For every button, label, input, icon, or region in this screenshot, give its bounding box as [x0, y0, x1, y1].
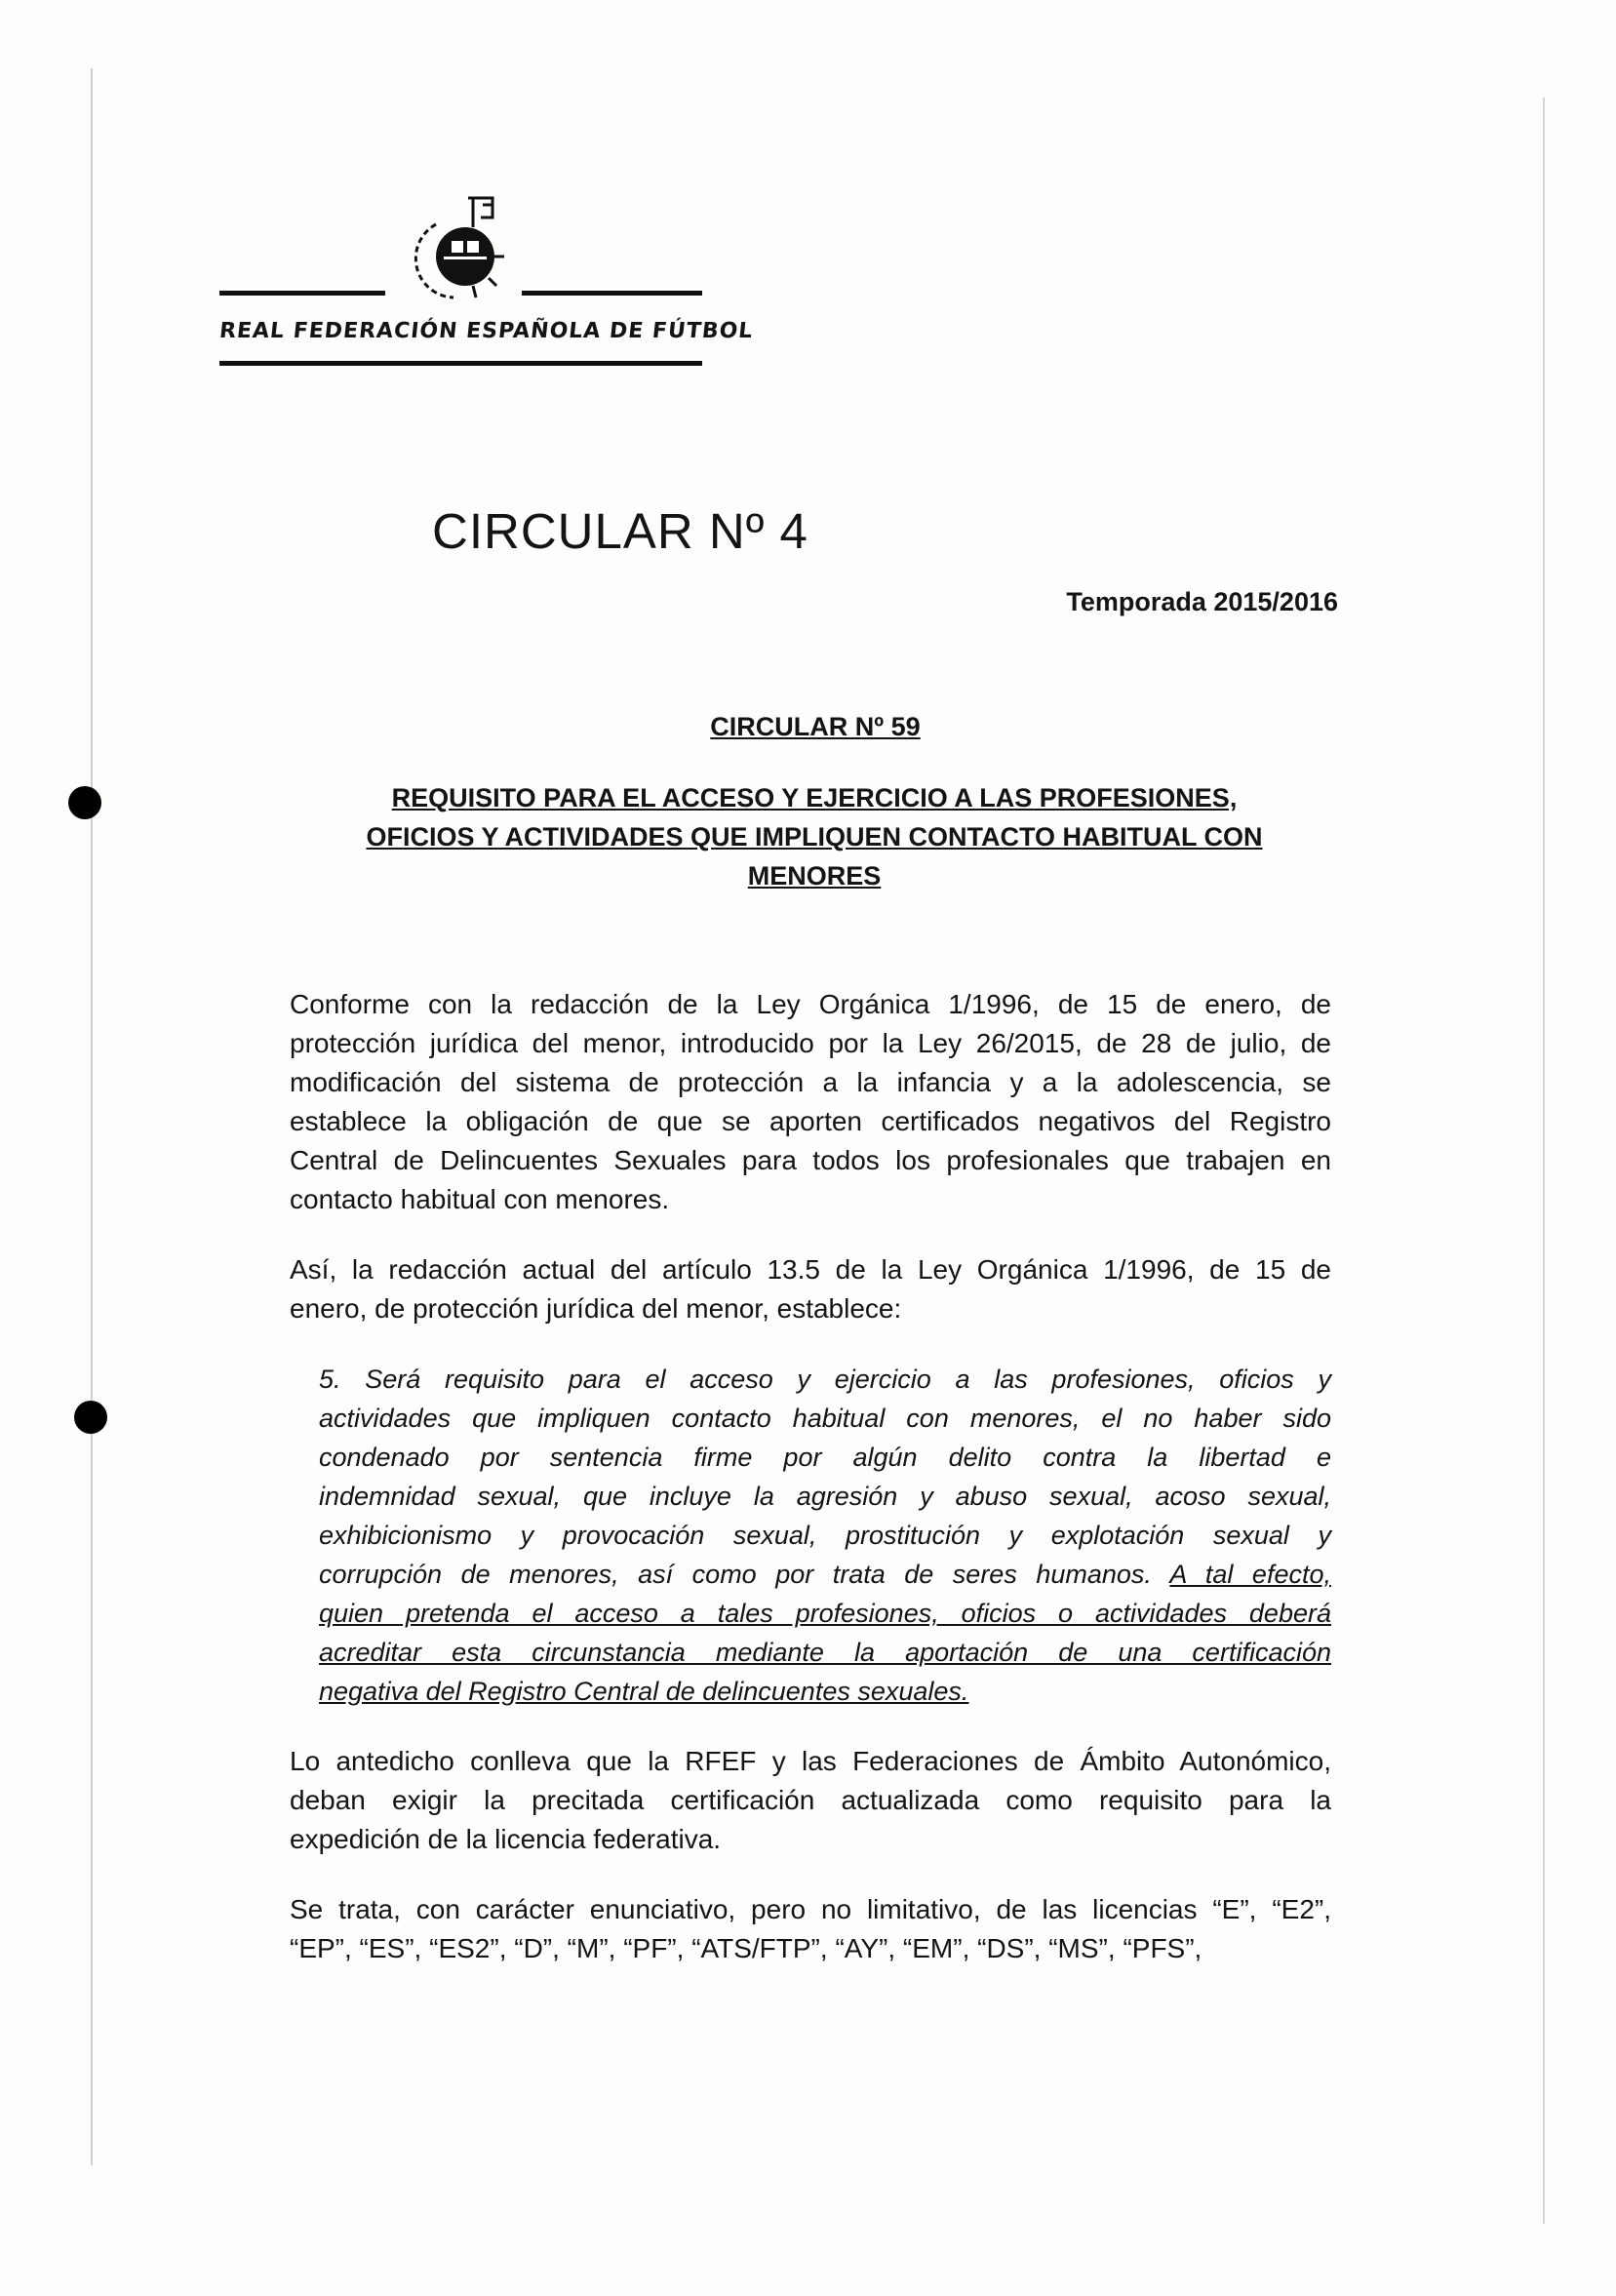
text-segment: 5. Será requisito para el acceso y ejercicio a las profesiones, oficios y	[319, 1365, 1331, 1394]
text-segment: Central de Delincuentes Sexuales para todos los profesionales que trabajen en	[290, 1145, 1331, 1175]
text-line	[290, 1781, 1331, 1820]
text-line	[290, 1102, 1331, 1141]
heading-line: OFICIOS Y ACTIVIDADES QUE IMPLIQUEN CONTACTO HABITUAL CON	[366, 822, 1263, 851]
underlined-text: quien pretenda el acceso a tales profesiones, oficios o actividades deberá	[319, 1599, 1331, 1628]
text-segment: corrupción de menores, así como por trata de seres humanos.	[319, 1560, 1170, 1589]
text-segment: condenado por sentencia firme por algún delito contra la libertad e	[319, 1443, 1331, 1472]
text-segment: contacto habitual con menores.	[290, 1184, 670, 1214]
text-line	[319, 1399, 1331, 1438]
legal-quote	[319, 1360, 1331, 1711]
text-segment: establece la obligación de que se aporten certificados negativos del Registro	[290, 1106, 1331, 1136]
text-line	[290, 1890, 1331, 1929]
text-line	[290, 1141, 1331, 1180]
text-segment: deban exigir la precitada certificación actualizada como requisito para la	[290, 1785, 1331, 1815]
text-line	[290, 1289, 1331, 1328]
text-line	[290, 1250, 1331, 1289]
text-segment: expedición de la licencia federativa.	[290, 1824, 722, 1854]
text-line	[290, 1820, 1331, 1859]
text-line	[319, 1360, 1331, 1399]
text-segment: “EP”, “ES”, “ES2”, “D”, “M”, “PF”, “ATS/FTP”, “AY”, “EM”, “DS”, “MS”, “PFS”,	[290, 1933, 1202, 1963]
text-line	[290, 1024, 1331, 1063]
text-line	[319, 1633, 1331, 1672]
heading-line: REQUISITO PARA EL ACCESO Y EJERCICIO A LAS PROFESIONES,	[391, 783, 1238, 812]
text-line	[290, 985, 1331, 1024]
rfef-crest-icon	[414, 190, 517, 302]
text-segment: exhibicionismo y provocación sexual, prostitución y explotación sexual y	[319, 1521, 1331, 1550]
document-body	[290, 985, 1331, 1999]
text-line	[319, 1438, 1331, 1477]
text-line	[319, 1477, 1331, 1516]
text-line	[290, 1742, 1331, 1781]
subject-heading	[293, 778, 1336, 895]
text-segment: Se trata, con carácter enunciativo, pero no limitativo, de las licencias “E”, “E2”,	[290, 1894, 1331, 1924]
punch-hole	[68, 786, 101, 819]
text-line	[290, 1063, 1331, 1102]
text-line	[319, 1555, 1331, 1594]
circular-title: CIRCULAR Nº 4	[432, 503, 808, 559]
text-segment: Así, la redacción actual del artículo 13.5 de la Ley Orgánica 1/1996, de 15 de	[290, 1254, 1331, 1285]
punch-hole	[74, 1401, 107, 1434]
text-line	[290, 1180, 1331, 1219]
season: Temporada 2015/2016	[1066, 587, 1338, 616]
text-segment: protección jurídica del menor, introducido por la Ley 26/2015, de 28 de julio, de	[290, 1028, 1331, 1058]
text-segment: indemnidad sexual, que incluye la agresión y abuso sexual, acoso sexual,	[319, 1482, 1331, 1511]
underlined-text: acreditar esta circunstancia mediante la aportación de una certificación	[319, 1638, 1331, 1667]
underlined-text: negativa del Registro Central de delincuentes sexuales.	[319, 1677, 969, 1706]
text-segment: modificación del sistema de protección a la infancia y a la adolescencia, se	[290, 1067, 1331, 1097]
heading-line: MENORES	[747, 861, 882, 891]
paragraph	[290, 1890, 1331, 1968]
circular-reference: CIRCULAR Nº 59	[710, 712, 921, 741]
rfef-logo	[217, 190, 755, 371]
logo-text: REAL FEDERACIÓN ESPAÑOLA DE FÚTBOL	[217, 319, 755, 343]
text-line	[319, 1516, 1331, 1555]
logo-rule	[522, 291, 702, 296]
text-segment: Conforme con la redacción de la Ley Orgánica 1/1996, de 15 de enero, de	[290, 989, 1331, 1019]
text-segment: actividades que impliquen contacto habitual con menores, el no haber sido	[319, 1404, 1331, 1433]
logo-rule	[219, 291, 385, 296]
text-line	[290, 1929, 1331, 1968]
paragraph	[290, 985, 1331, 1219]
paragraph	[290, 1742, 1331, 1859]
logo-rule	[219, 361, 702, 366]
text-line	[319, 1594, 1331, 1633]
text-line	[319, 1672, 1331, 1711]
text-segment: enero, de protección jurídica del menor, establece:	[290, 1293, 902, 1324]
underlined-text: A tal efecto,	[1169, 1560, 1331, 1589]
paragraph	[290, 1250, 1331, 1328]
scan-margin-line	[91, 68, 93, 2165]
scan-edge-line	[1543, 98, 1545, 2224]
text-segment: Lo antedicho conlleva que la RFEF y las Federaciones de Ámbito Autonómico,	[290, 1746, 1331, 1776]
